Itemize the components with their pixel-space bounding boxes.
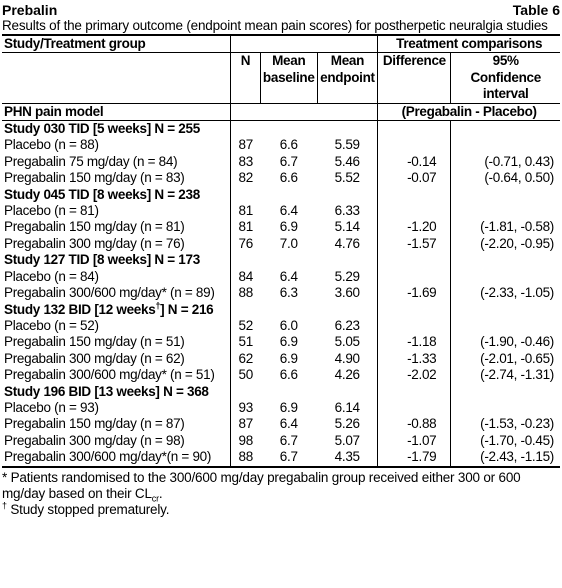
row-difference [378,400,451,416]
row-endpoint: 6.23 [334,317,360,333]
row-group: Pregabalin 300 mg/day (n = 76) [4,235,185,251]
table-row [2,318,560,334]
row-difference: -1.57 [378,236,451,252]
row-baseline: 6.9 [279,350,298,366]
table-number: Table 6 [512,2,560,18]
row-group: Pregabalin 150 mg/day (n = 81) [4,219,185,235]
row-difference [378,203,451,219]
row-difference [378,137,451,153]
row-group: Pregabalin 300/600 mg/day*(n = 90) [4,449,212,465]
column-header-ci: 95% Confidence interval [451,53,560,103]
table-row [2,170,560,186]
study-title-row [2,187,560,203]
row-n: 88 [230,449,260,465]
row-ci: (-2.33, -1.05) [451,285,560,301]
row-group: Placebo (n = 88) [4,137,99,153]
study-title-row [2,252,560,268]
row-group: Placebo (n = 52) [4,317,99,333]
row-difference: -1.18 [378,334,451,350]
row-baseline: 6.6 [279,137,298,153]
row-ci: (-2.01, -0.65) [451,351,560,367]
table-row [2,219,560,235]
table-row [2,433,560,449]
row-endpoint: 5.46 [334,153,360,169]
row-group: Placebo (n = 84) [4,268,99,284]
table-row [2,154,560,170]
row-endpoint: 5.05 [334,334,360,350]
row-baseline: 6.6 [279,367,298,383]
comparison-label: (Pregabalin - Placebo) [378,103,560,120]
row-baseline: 6.7 [279,432,298,448]
column-header-n: N [230,53,260,103]
table-row [2,334,560,350]
study-title: Study 030 TID [5 weeks] N = 255 [4,121,200,137]
row-n: 51 [230,334,260,350]
row-group: Pregabalin 75 mg/day (n = 84) [4,153,178,169]
row-ci: (-1.70, -0.45) [451,433,560,449]
row-n: 88 [230,285,260,301]
table-row [2,137,560,153]
row-n: 76 [230,236,260,252]
row-ci [451,400,560,416]
row-ci: (-1.53, -0.23) [451,416,560,432]
footnote-dagger: † Study stopped prematurely. [2,500,170,517]
row-difference: -1.79 [378,449,451,465]
row-ci [451,137,560,153]
row-endpoint: 5.07 [334,432,360,448]
document-page [2,0,560,518]
row-baseline: 6.6 [279,170,298,186]
row-n: 87 [230,416,260,432]
row-baseline: 6.7 [279,449,298,465]
row-n: 81 [230,219,260,235]
row-n: 81 [230,203,260,219]
row-endpoint: 5.52 [334,170,360,186]
row-baseline: 6.4 [279,203,298,219]
study-title: Study 196 BID [13 weeks] N = 368 [4,383,209,399]
study-title: Study 132 BID [12 weeks†] N = 216 [4,300,214,317]
row-difference: -0.88 [378,416,451,432]
row-ci [451,318,560,334]
row-n: 82 [230,170,260,186]
row-endpoint: 4.90 [334,350,360,366]
row-group: Pregabalin 300 mg/day (n = 62) [4,350,185,366]
row-endpoint: 5.26 [334,416,360,432]
table-row [2,367,560,383]
row-n: 52 [230,318,260,334]
row-endpoint: 5.29 [334,268,360,284]
column-header-group: Study/Treatment group [4,36,146,51]
row-baseline: 7.0 [279,235,298,251]
row-n: 83 [230,154,260,170]
table-row [2,351,560,367]
row-baseline: 6.9 [279,399,298,415]
row-ci: (-0.71, 0.43) [451,154,560,170]
row-ci: (-1.81, -0.58) [451,219,560,235]
row-group: Pregabalin 300 mg/day (n = 98) [4,432,185,448]
drug-name: Prebalin [2,2,58,18]
footnote-asterisk: * Patients randomised to the 300/600 mg/day pregabalin group received either 300 or 600 mg/day based on their $CL_{cr}$. [2,469,521,504]
row-n: 62 [230,351,260,367]
row-endpoint: 4.26 [334,367,360,383]
study-title-row [2,121,560,138]
row-endpoint: 5.59 [334,137,360,153]
row-n: 84 [230,269,260,285]
table-caption: Results of the primary outcome (endpoint mean pain scores) for postherpetic neuralgia studies [2,18,548,33]
column-header-treatment-comparisons: Treatment comparisons [378,35,560,53]
row-difference: -1.07 [378,433,451,449]
row-n: 93 [230,400,260,416]
row-baseline: 6.9 [279,334,298,350]
row-baseline: 6.9 [279,219,298,235]
row-endpoint: 6.33 [334,203,360,219]
row-endpoint: 4.76 [334,235,360,251]
row-ci [451,203,560,219]
row-difference: -0.14 [378,154,451,170]
table-row [2,269,560,285]
column-header-difference: Difference [378,53,451,103]
row-n: 87 [230,137,260,153]
row-difference: -1.33 [378,351,451,367]
results-table [2,34,560,466]
row-n: 50 [230,367,260,383]
column-header-mean-baseline: Mean baseline [260,53,317,103]
table-body [2,121,560,466]
row-difference: -1.69 [378,285,451,301]
row-difference: -2.02 [378,367,451,383]
row-ci: (-0.64, 0.50) [451,170,560,186]
row-endpoint: 3.60 [334,285,360,301]
document-header [2,0,560,18]
row-endpoint: 5.14 [334,219,360,235]
row-endpoint: 4.35 [334,449,360,465]
table-row [2,236,560,252]
table-row [2,416,560,432]
row-difference: -0.07 [378,170,451,186]
footnotes [2,466,560,518]
row-group: Pregabalin 300/600 mg/day* (n = 51) [4,367,215,383]
row-ci: (-2.43, -1.15) [451,449,560,465]
row-baseline: 6.4 [279,268,298,284]
row-group: Placebo (n = 93) [4,399,99,415]
row-baseline: 6.7 [279,153,298,169]
row-baseline: 6.0 [279,317,298,333]
table-row [2,400,560,416]
row-baseline: 6.3 [279,285,298,301]
table-row [2,449,560,465]
row-ci: (-1.90, -0.46) [451,334,560,350]
row-n: 98 [230,433,260,449]
row-group: Pregabalin 150 mg/day (n = 51) [4,334,185,350]
row-endpoint: 6.14 [334,399,360,415]
row-group: Placebo (n = 81) [4,203,99,219]
column-header-mean-endpoint: Mean endpoint [317,53,378,103]
row-group: Pregabalin 300/600 mg/day* (n = 89) [4,285,215,301]
table-row [2,285,560,301]
study-title-row [2,384,560,400]
model-label: PHN pain model [4,103,104,119]
study-title-row [2,302,560,318]
study-title: Study 045 TID [8 weeks] N = 238 [4,186,200,202]
row-difference [378,269,451,285]
row-ci: (-2.20, -0.95) [451,236,560,252]
row-group: Pregabalin 150 mg/day (n = 83) [4,170,185,186]
table-row [2,203,560,219]
row-ci [451,269,560,285]
row-difference: -1.20 [378,219,451,235]
row-difference [378,318,451,334]
row-baseline: 6.4 [279,416,298,432]
row-group: Pregabalin 150 mg/day (n = 87) [4,416,185,432]
row-ci: (-2.74, -1.31) [451,367,560,383]
study-title: Study 127 TID [8 weeks] N = 173 [4,252,200,268]
